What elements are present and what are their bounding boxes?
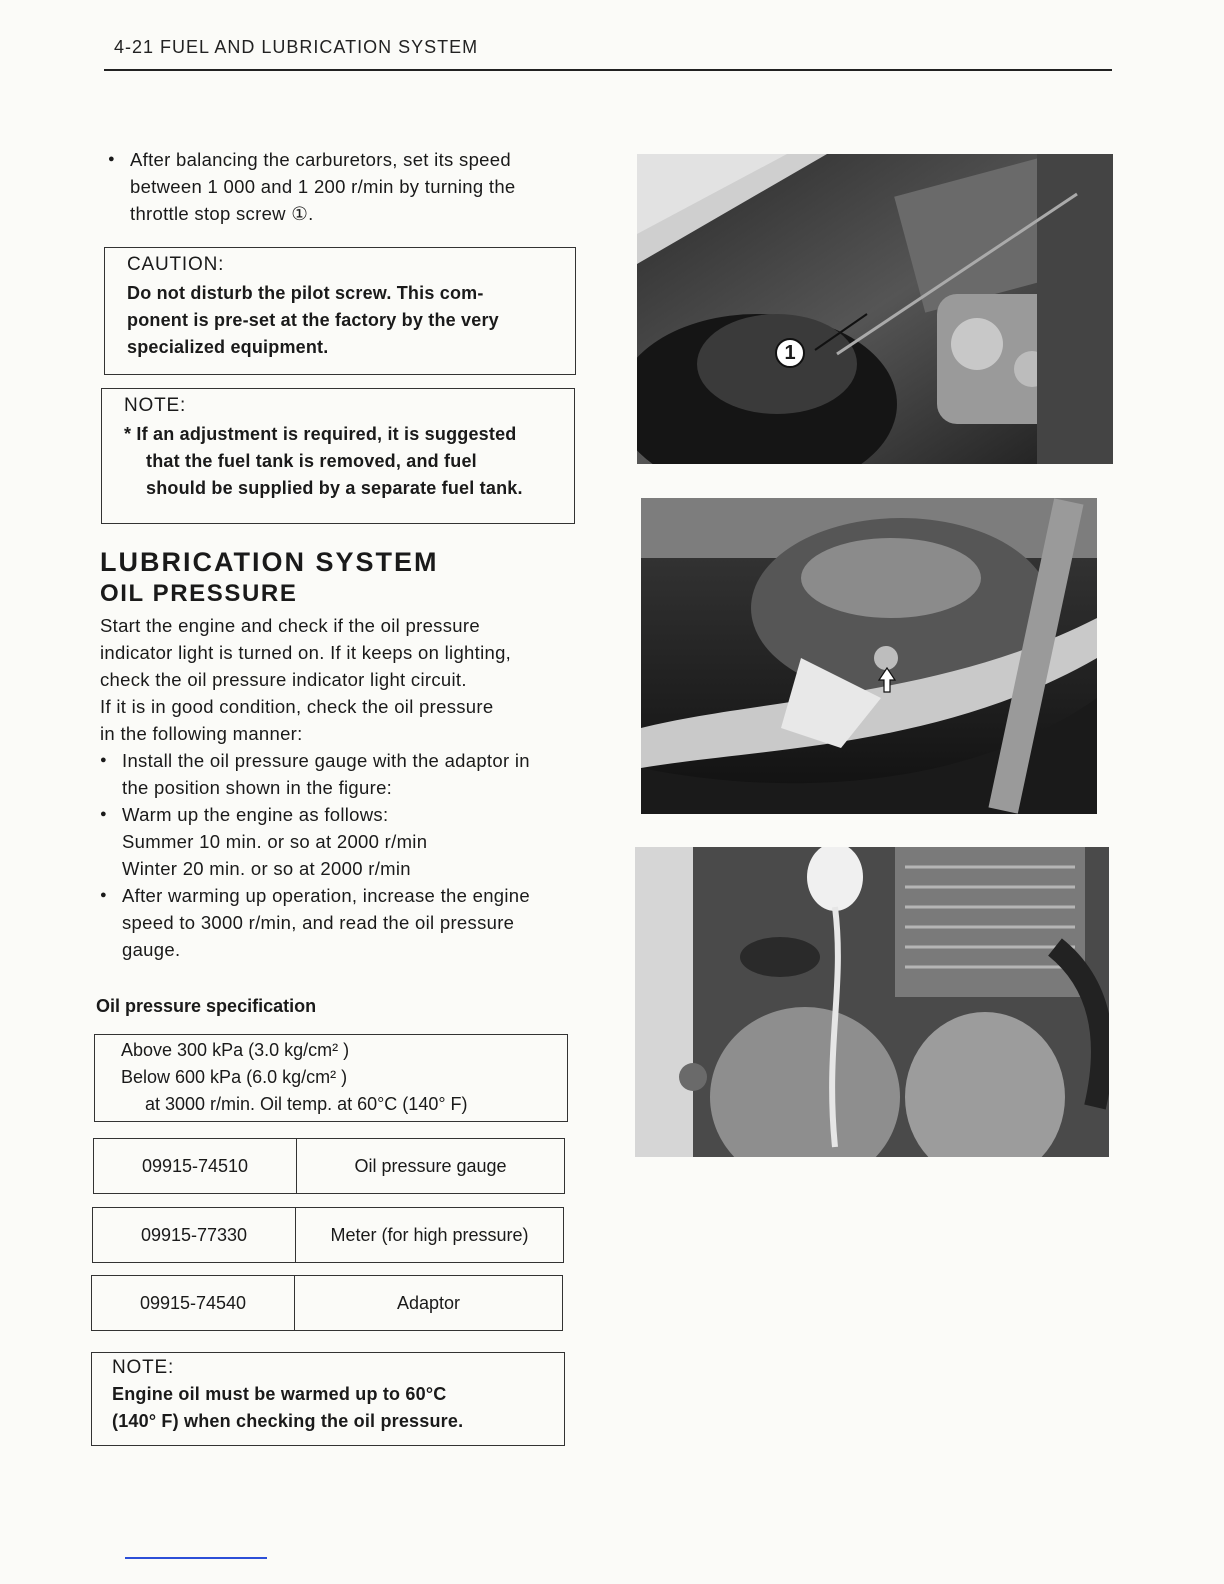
b1-line-2: the position shown in the figure: [122,777,393,798]
scan-artifact-line [125,1557,267,1559]
bullet-warmup [100,801,580,882]
spec-heading: Oil pressure specification [96,996,317,1016]
note2-line-1: Engine oil must be warmed up to 60°C [112,1384,447,1404]
note2-line-2: (140° F) when checking the oil pressure. [112,1411,464,1431]
tool-name: Oil pressure gauge [354,1155,507,1176]
caution-line-3: specialized equipment. [127,337,329,357]
note-box-1 [101,388,575,524]
tool-number: 09915-74510 [94,1139,297,1193]
header-rule [104,69,1112,71]
b2-line-1: ● Warm up the engine as follows: [122,804,389,825]
b1-line-1: ● Install the oil pressure gauge with the adaptor in [122,750,530,771]
tool-name: Meter (for high pressure) [330,1224,529,1245]
spec-line-3: at 3000 r/min. Oil temp. at 60°C (140° F) [145,1094,468,1114]
body-line-5: in the following manner: [100,723,303,744]
tool-row [93,1138,565,1194]
figure-carburetor-photo [637,154,1113,464]
caution-line-1: Do not disturb the pilot screw. This com- [127,283,484,303]
spec-line-1: Above 300 kPa (3.0 kg/cm² ) [121,1040,350,1060]
b2-line-3: Winter 20 min. or so at 2000 r/min [122,858,411,879]
tool-row [92,1207,564,1263]
note1-title: NOTE: [124,395,187,416]
caution-box [104,247,576,375]
note2-title: NOTE: [112,1357,175,1378]
intro-bullet [108,146,610,227]
bullet-read-gauge [100,882,580,963]
tool-row [91,1275,563,1331]
spec-box [94,1034,568,1122]
note1-line-3: should be supplied by a separate fuel tank. [146,478,523,498]
tool-name: Adaptor [396,1292,461,1313]
note1-line-1: * If an adjustment is required, it is suggested [124,424,517,444]
callout-1: 1 [775,338,805,368]
section-subtitle: OIL PRESSURE [100,580,298,607]
b3-line-2: speed to 3000 r/min, and read the oil pressure [122,912,515,933]
b3-line-3: gauge. [122,939,181,960]
intro-line-1: ● After balancing the carburetors, set its speed [130,149,511,170]
body-line-1: Start the engine and check if the oil pressure [100,615,480,636]
section-title: LUBRICATION SYSTEM [100,547,439,577]
caution-line-2: ponent is pre-set at the factory by the very [127,310,499,330]
body-line-4: If it is in good condition, check the oil pressure [100,696,494,717]
intro-line-2: between 1 000 and 1 200 r/min by turning the [130,176,516,197]
spec-line-2: Below 600 kPa (6.0 kg/cm² ) [121,1067,348,1087]
body-line-3: check the oil pressure indicator light circuit. [100,669,467,690]
tool-number: 09915-77330 [93,1208,296,1262]
tool-number: 09915-74540 [92,1276,295,1330]
body-line-2: indicator light is turned on. If it keeps on lighting, [100,642,512,663]
note1-line-2: that the fuel tank is removed, and fuel [146,451,477,471]
note-box-2 [91,1352,565,1446]
figure-gauge-installed-photo [635,847,1109,1157]
caution-title: CAUTION: [127,254,225,275]
page-header: 4-21 FUEL AND LUBRICATION SYSTEM [114,37,479,57]
figure-oil-port-photo [641,498,1097,814]
oil-pressure-body [100,612,580,963]
b3-line-1: ● After warming up operation, increase the engine [122,885,530,906]
bullet-install [100,747,580,801]
b2-line-2: Summer 10 min. or so at 2000 r/min [122,831,428,852]
intro-line-3: throttle stop screw ①. [130,203,314,224]
